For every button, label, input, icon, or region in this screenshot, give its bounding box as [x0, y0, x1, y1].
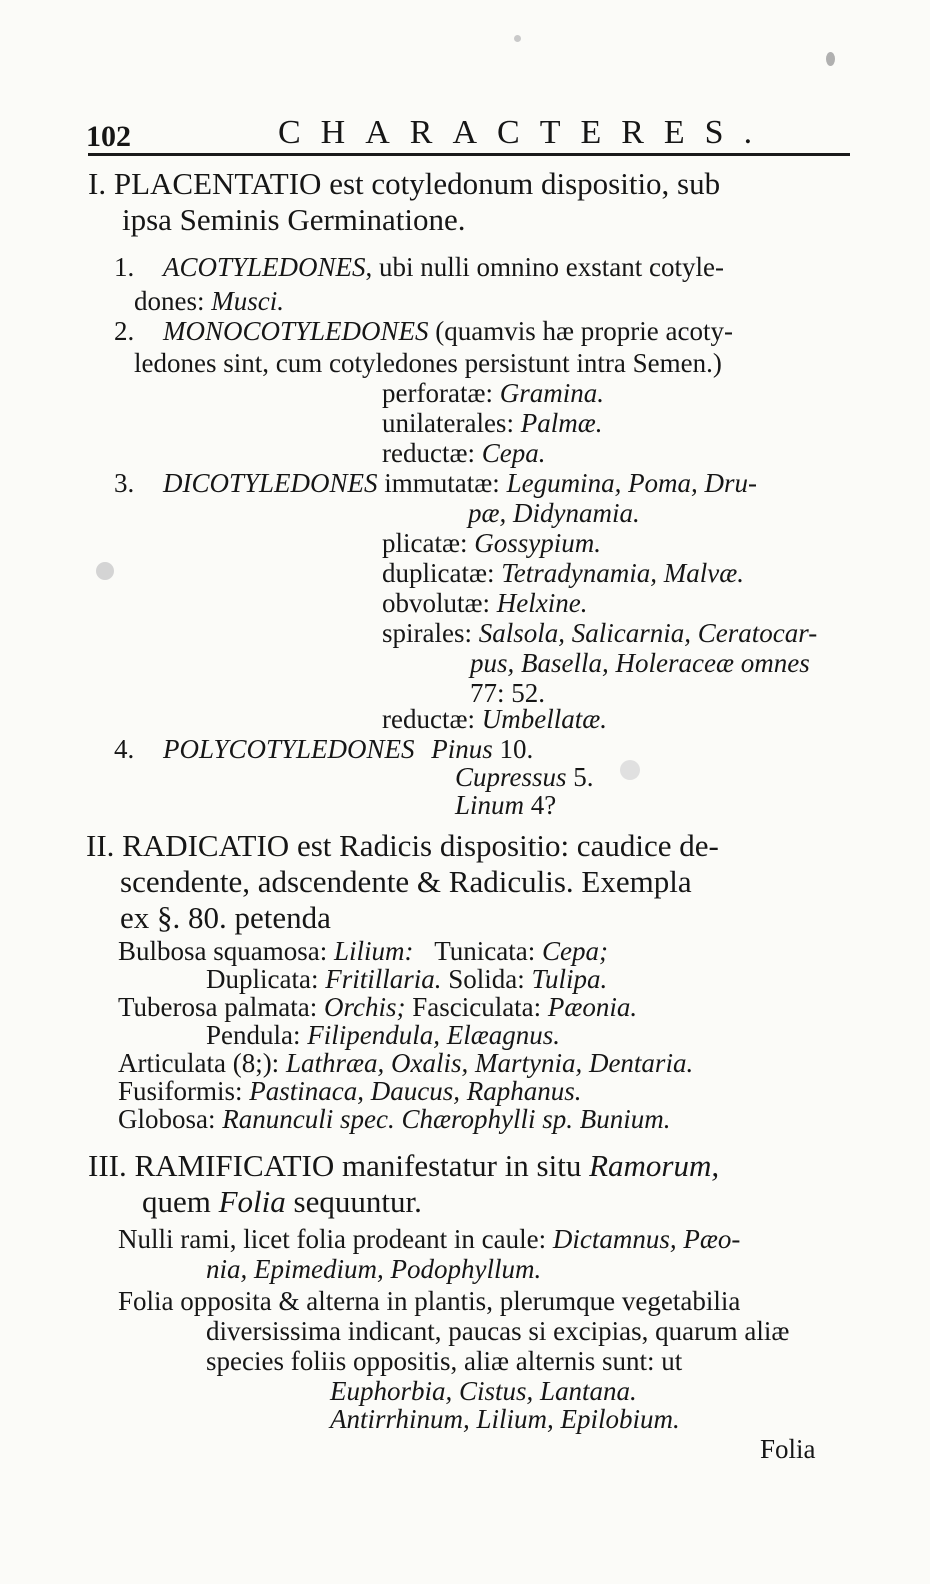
header-rule: [88, 153, 850, 156]
root-label: Bulbosa squamosa:: [118, 936, 334, 966]
sub-label: spirales:: [382, 618, 479, 648]
sub-label: reductæ:: [382, 704, 482, 734]
paragraph-line: diversissima indicant, paucas si excipias, quarum aliæ: [206, 1316, 790, 1346]
catchword: Folia: [760, 1434, 816, 1464]
item-3-sub: [382, 560, 744, 587]
example: Helxine.: [496, 588, 588, 618]
item-number: 1.: [114, 252, 135, 282]
section-2-title-cont: ex §. 80. petenda: [120, 900, 331, 935]
example: Lilium:: [334, 936, 421, 966]
item-name: ACOTYLEDONES: [163, 252, 366, 282]
example: Cupressus: [455, 762, 567, 792]
example: Pæonia.: [547, 992, 638, 1022]
example: Dictamnus, Pæo-: [552, 1224, 741, 1254]
item-4-example: [455, 792, 556, 819]
section-title-text: III. RAMIFICATIO manifestatur in situ: [88, 1148, 590, 1183]
root-type: [206, 1022, 560, 1049]
item-name: MONOCOTYLEDONES: [163, 316, 429, 346]
running-title: CHARACTERES.: [278, 114, 773, 151]
paragraph-line: species foliis oppositis, aliæ alternis sunt: ut: [206, 1346, 683, 1376]
paragraph-example-line: Euphorbia, Cistus, Lantana.: [330, 1376, 637, 1406]
item-2-sub: [382, 380, 604, 407]
item-number: 3.: [114, 468, 135, 498]
item-3-sub: [382, 706, 607, 733]
item-3-sub: [382, 530, 601, 557]
paragraph-line: Folia opposita & alterna in plantis, plerumque vegetabilia: [118, 1286, 741, 1316]
example: Fritillaria.: [325, 964, 449, 994]
root-label: Pendula:: [206, 1020, 308, 1050]
section-1-title-cont: ipsa Seminis Germinatione.: [122, 202, 466, 237]
example: Ranunculi spec. Chærophylli sp. Bunium.: [222, 1104, 671, 1134]
root-label: Fusiformis:: [118, 1076, 250, 1106]
root-label: Tuberosa palmata:: [118, 992, 324, 1022]
example: Cepa;: [542, 936, 608, 966]
root-type: [206, 966, 607, 993]
item-2-line: [114, 318, 733, 345]
root-type: [118, 1050, 693, 1077]
paragraph-line: nia, Epimedium, Podophyllum.: [206, 1254, 542, 1284]
item-number: 4.: [114, 734, 135, 764]
example: Linum: [455, 790, 525, 820]
root-label: Solida:: [448, 964, 532, 994]
example: Tulipa.: [531, 964, 608, 994]
scan-speck: [514, 35, 521, 42]
item-3-sub: [382, 590, 587, 617]
sub-label: reductæ:: [382, 438, 482, 468]
example: Palmæ.: [520, 408, 603, 438]
example: Gossypium.: [474, 528, 601, 558]
example: Gramina.: [499, 378, 604, 408]
item-3-sub: [382, 620, 817, 647]
paragraph-line: [118, 1226, 740, 1253]
item-2-cont: ledones sint, cum cotyledones persistunt intra Semen.): [134, 348, 722, 378]
item-text: dones:: [134, 286, 212, 316]
example: Musci.: [211, 286, 284, 316]
item-3-sub-ref: 77: 52.: [470, 678, 546, 708]
item-1-cont: [134, 288, 284, 315]
item-name: POLYCOTYLEDONES: [163, 734, 415, 764]
example: Filipendula, Elæagnus.: [307, 1020, 560, 1050]
section-title-text: sequuntur.: [285, 1184, 422, 1219]
section-1-title: I. PLACENTATIO est cotyledonum dispositio, sub: [88, 166, 721, 201]
section-2-title-cont: scendente, adscendente & Radiculis. Exempla: [120, 864, 692, 899]
root-type: [118, 994, 637, 1021]
count: 4?: [524, 790, 557, 820]
root-label: Tunicata:: [434, 936, 543, 966]
example: Cepa.: [481, 438, 546, 468]
count: 5.: [566, 762, 594, 792]
sub-label: plicatæ:: [382, 528, 475, 558]
section-3-title: [88, 1150, 719, 1181]
example: Legumina, Poma, Dru-: [506, 468, 758, 498]
example: Orchis;: [323, 992, 413, 1022]
scan-speck: [96, 562, 114, 580]
section-title-term: Ramorum,: [589, 1148, 720, 1183]
item-1-line: [114, 254, 724, 281]
scan-speck: [826, 52, 835, 66]
item-4-example: [455, 764, 594, 791]
item-2-sub: [382, 410, 602, 437]
paragraph-text: Nulli rami, licet folia prodeant in caule:: [118, 1224, 553, 1254]
root-type: [118, 1106, 670, 1133]
paragraph-example-line: Antirrhinum, Lilium, Epilobium.: [330, 1404, 680, 1434]
root-label: Globosa:: [118, 1104, 223, 1134]
page-number: 102: [86, 120, 131, 153]
scan-speck: [620, 760, 640, 780]
root-label: Fasciculata:: [412, 992, 548, 1022]
sub-label: obvolutæ:: [382, 588, 497, 618]
item-name: DICOTYLEDONES: [163, 468, 378, 498]
root-type: [118, 1078, 582, 1105]
item-3-sub-cont: pus, Basella, Holeraceæ omnes: [470, 648, 810, 678]
root-label: Articulata (8;):: [118, 1048, 286, 1078]
example: Pinus: [431, 734, 493, 764]
root-type: [118, 938, 608, 965]
sub-label: duplicatæ:: [382, 558, 502, 588]
example: Umbellatæ.: [481, 704, 607, 734]
example: Salsola, Salicarnia, Ceratocar-: [478, 618, 818, 648]
section-2-title: II. RADICATIO est Radicis dispositio: caudice de-: [86, 828, 719, 863]
count: 10.: [492, 734, 534, 764]
item-text: immutatæ:: [377, 468, 507, 498]
item-3-cont: pæ, Didynamia.: [468, 498, 640, 528]
item-3-line: [114, 470, 757, 497]
sub-label: unilaterales:: [382, 408, 521, 438]
item-4-line: [114, 736, 533, 763]
example: Tetradynamia, Malvæ.: [501, 558, 744, 588]
item-number: 2.: [114, 316, 135, 346]
example: Pastinaca, Daucus, Raphanus.: [249, 1076, 582, 1106]
root-label: Duplicata:: [206, 964, 326, 994]
item-text: , ubi nulli omnino exstant cotyle-: [365, 252, 724, 282]
example: Lathræa, Oxalis, Martynia, Dentaria.: [285, 1048, 694, 1078]
sub-label: perforatæ:: [382, 378, 500, 408]
section-title-text: quem: [142, 1184, 219, 1219]
section-3-title-cont: [142, 1186, 422, 1217]
item-text: (quamvis hæ proprie acoty-: [428, 316, 733, 346]
item-2-sub: [382, 440, 545, 467]
section-title-term: Folia: [218, 1184, 286, 1219]
